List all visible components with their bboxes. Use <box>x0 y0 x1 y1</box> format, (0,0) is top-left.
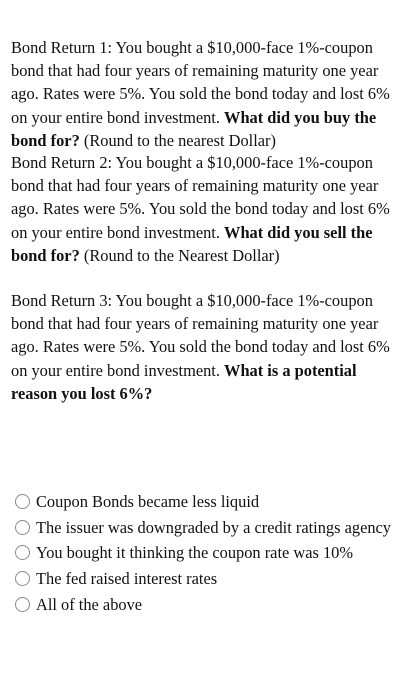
question-3-prompt: What is a potential reason you lost 6%? <box>11 360 357 403</box>
radio-button-icon[interactable] <box>15 494 30 509</box>
question-2-prefix: Bond Return 2: You bought a $10,000-face 1%-coupon bond that had four years of remaining maturity one year ago. Rates were 5%. You sold the bond today and lost 6% on your entire bond investment. <box>11 153 390 242</box>
answer-option-3[interactable] <box>15 541 405 564</box>
answer-option-label: All of the above <box>36 594 143 614</box>
radio-button-icon[interactable] <box>15 520 30 535</box>
question-3-prefix: Bond Return 3: You bought a $10,000-face 1%-coupon bond that had four years of remaining maturity one year ago. Rates were 5%. You sold the bond today and lost 6% on your entire bond investment. <box>11 291 390 380</box>
answer-option-2[interactable] <box>15 516 405 539</box>
answer-option-label: Coupon Bonds became less liquid <box>36 492 260 511</box>
answer-option-label: The issuer was downgraded by a credit ratings agency <box>36 517 392 537</box>
question-2-prompt: What did you sell the bond for? <box>11 222 373 265</box>
question-2-text <box>11 151 406 267</box>
answer-option-label: You bought it thinking the coupon rate was 10% <box>36 543 354 563</box>
question-1-text <box>11 36 406 152</box>
question-1-prefix: Bond Return 1: You bought a $10,000-face 1%-coupon bond that had four years of remaining maturity one year ago. Rates were 5%. You sold the bond today and lost 6% on your entire bond investment. <box>11 38 390 127</box>
answer-option-5[interactable] <box>15 593 405 616</box>
answer-option-1[interactable] <box>15 490 405 513</box>
answer-options <box>15 490 405 619</box>
question-3-text <box>11 289 406 405</box>
question-1-prompt: What did you buy the bond for? <box>11 107 377 150</box>
answer-option-4[interactable] <box>15 567 405 590</box>
answer-option-label: The fed raised interest rates <box>36 569 218 589</box>
radio-button-icon[interactable] <box>15 597 30 612</box>
radio-button-icon[interactable] <box>15 571 30 586</box>
question-2-suffix: (Round to the Nearest Dollar) <box>79 245 280 265</box>
question-1-suffix: (Round to the nearest Dollar) <box>79 130 276 150</box>
radio-button-icon[interactable] <box>15 545 30 560</box>
